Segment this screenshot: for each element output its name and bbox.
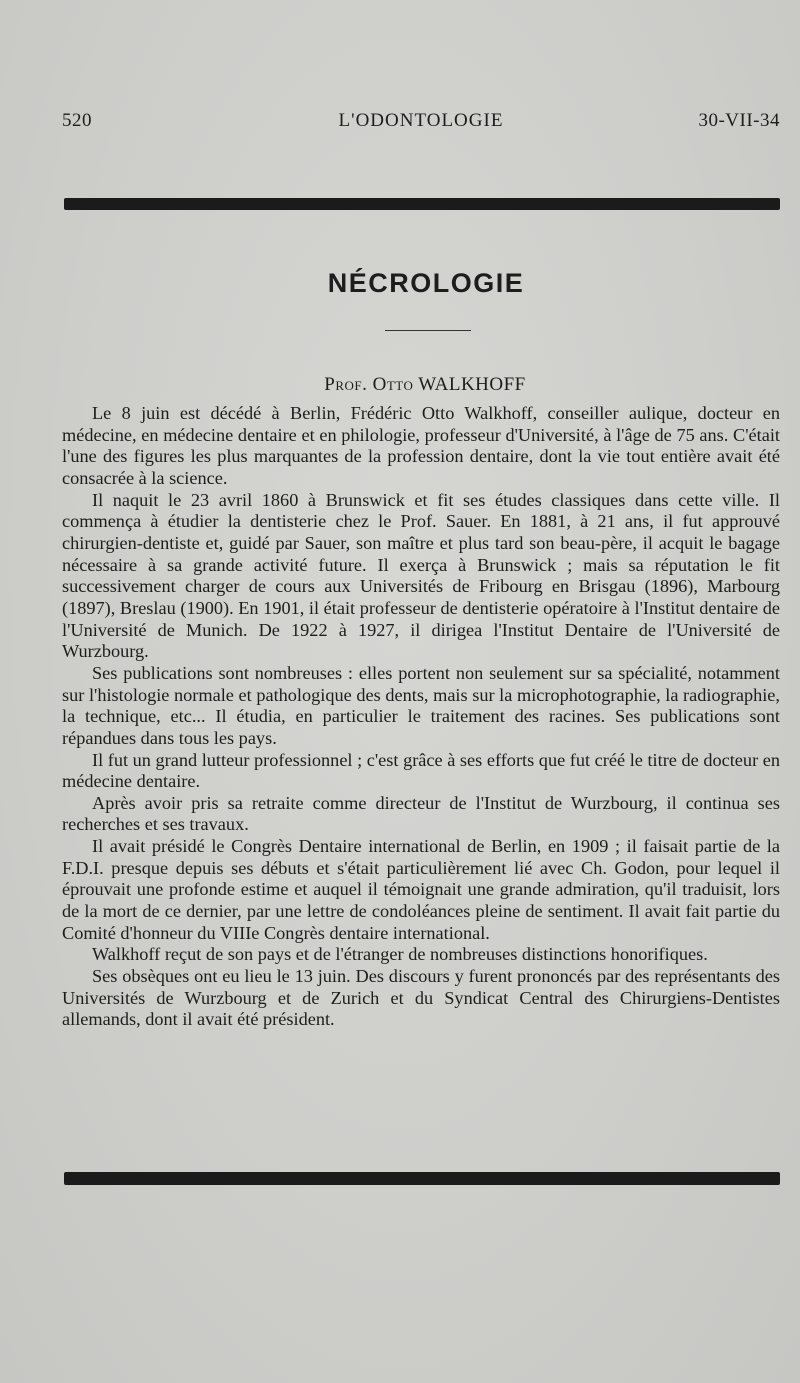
- issue-date: 30-VII-34: [698, 110, 780, 131]
- paragraph: Ses publications sont nombreuses : elles portent non seulement sur sa spécialité, notamment sur l'histologie normale et pathologique des dents, mais sur la microphotographie, la radiographie, la technique, etc... Il étudia, en particulier le traitement des racines. Ses publications sont répandues dans tous les pays.: [62, 662, 780, 748]
- section-title: NÉCROLOGIE: [327, 268, 525, 298]
- bottom-divider-rule: [64, 1172, 780, 1185]
- subject-prefix: Prof. Otto: [324, 374, 414, 395]
- obituary-subject: [0, 374, 800, 396]
- paragraph: Ses obsèques ont eu lieu le 13 juin. Des discours y furent prononcés par des représentants des Universités de Wurzbourg et de Zurich et du Syndicat Central des Chirurgiens-Dentistes allemands, dont il avait été président.: [62, 966, 780, 1030]
- paragraph: Walkhoff reçut de son pays et de l'étranger de nombreuses distinctions honorifiques.: [92, 944, 708, 965]
- paragraph: Il avait présidé le Congrès Dentaire international de Berlin, en 1909 ; il faisait partie de la F.D.I. presque depuis ses débuts et s'était particulièrement lié avec Ch. Godon, pour lequel il éprouvait une profonde estime et auquel il témoignait une grande admiration, qu'il traduisit, lors de la mort de ce dernier, par une lettre de condoléances pleine de sentiment. Il avait fait partie du Comité d'honneur du VIIIe Congrès dentaire international.: [62, 836, 780, 943]
- subject-name: WALKHOFF: [418, 374, 526, 395]
- title-underline: [385, 330, 471, 331]
- paragraph: Le 8 juin est décédé à Berlin, Frédéric Otto Walkhoff, conseiller aulique, docteur en médecine, en médecine dentaire et en philologie, professeur d'Université, à l'âge de 75 ans. C'était l'une des figures les plus marquantes de la profession dentaire, dont la vie tout entière avait été consacrée à la science.: [62, 403, 780, 488]
- page-number: 520: [62, 110, 92, 131]
- top-divider-rule: [64, 198, 780, 210]
- paragraph: Après avoir pris sa retraite comme directeur de l'Institut de Wurzbourg, il continua ses recherches et ses travaux.: [62, 792, 780, 835]
- article-body: [62, 403, 780, 1031]
- paragraph: Il naquit le 23 avril 1860 à Brunswick et fit ses études classiques dans cette ville. Il commença à étudier la dentisterie chez le Prof. Sauer. En 1881, à 21 ans, il fut approuvé chirurgien-dentiste et, guidé par Sauer, son maître et plus tard son beau-père, il acquit le bagage nécessaire à sa grande activité future. Il exerça à Brunswick ; mais sa réputation le fit successivement charger de cours aux Universités de Fribourg en Brisgau (1896), Marbourg (1897), Breslau (1900). En 1901, il était professeur de dentisterie opératoire à l'Institut dentaire de l'Université de Munich. De 1922 à 1927, il dirigea l'Institut Dentaire de l'Université de Wurzbourg.: [62, 489, 780, 662]
- journal-title: L'ODONTOLOGIE: [338, 110, 504, 131]
- running-header: [62, 110, 780, 136]
- paragraph: Il fut un grand lutteur professionnel ; c'est grâce à ses efforts que fut créé le titre de docteur en médecine dentaire.: [62, 749, 780, 792]
